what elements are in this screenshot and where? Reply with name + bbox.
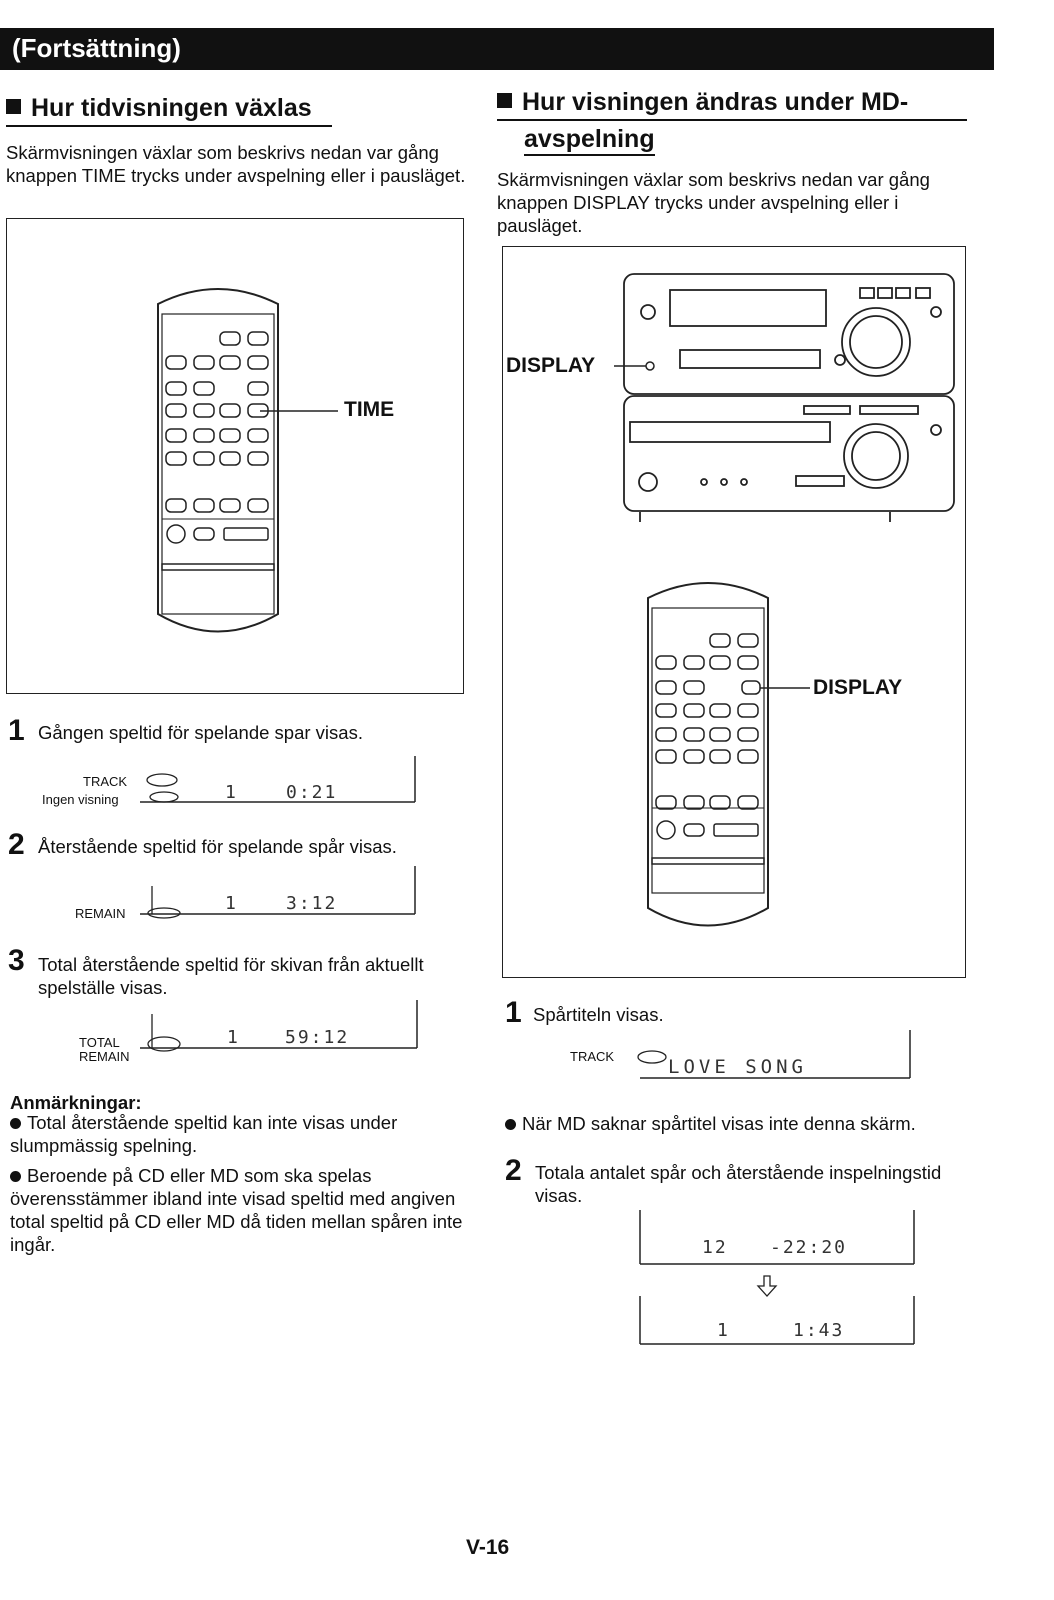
md-step1-number: 1 [505,996,522,1029]
note-2-text: Beroende på CD eller MD som ska spelas överensstämmer ibland inte visad speltid med angiven total speltid på CD eller MD då tiden mellan spåren inte ingår. [10,1165,463,1255]
md-lcd1-label-track: TRACK [570,1049,615,1064]
time-button-callout: TIME [344,398,395,421]
md-step2-number: 2 [505,1154,522,1187]
bullet-icon [10,1171,21,1182]
banner-title: (Fortsättning) [12,33,181,63]
lcd1-label-track: TRACK [83,774,128,789]
right-heading-line2: avspelning [524,125,655,156]
lcd2-label-remain: REMAIN [75,906,126,921]
lcd2-display [140,866,420,918]
md-step1-text: Spårtiteln visas. [533,1004,664,1025]
lcd2-time: 3:12 [286,893,338,914]
remote-display-callout: DISPLAY [813,676,903,699]
lcd1-time: 0:21 [286,782,338,803]
square-bullet-icon [497,93,512,108]
md-note [505,1112,975,1135]
left-intro: Skärmvisningen växlar som beskrivs nedan var gång knappen TIME trycks under avspelning eller i pausläget. [6,142,466,186]
md-lcd2b-time: 1:43 [793,1320,845,1341]
md-lcd1-title: LOVE SONG [668,1056,807,1078]
md-step2-text: Totala antalet spår och återstående inspelningstid visas. [535,1162,942,1206]
left-heading [6,94,332,127]
lcd1-label-no-display: Ingen visning [42,792,119,807]
md-note-text: När MD saknar spårtitel visas inte denna skärm. [522,1113,916,1134]
unit-display-callout: DISPLAY [506,354,596,377]
right-heading [497,88,967,156]
lcd3-label-remain: REMAIN [79,1049,130,1064]
right-heading-line1: Hur visningen ändras under MD- [522,88,909,116]
right-intro: Skärmvisningen växlar som beskrivs nedan var gång knappen DISPLAY trycks under avspelning eller i pausläget. [497,169,930,236]
step1-number: 1 [8,714,25,747]
lcd1-display [140,756,420,806]
step2-number: 2 [8,828,25,861]
step3-text: Total återstående speltid för skivan från aktuellt spelställe visas. [38,954,424,998]
step3-number: 3 [8,944,25,977]
step2-text: Återstående speltid för spelande spår visas. [38,836,397,857]
lcd1-track: 1 [225,782,238,803]
lcd3-track: 1 [227,1027,240,1048]
lcd3-label-total: TOTAL [79,1035,120,1050]
lcd2-track: 1 [225,893,238,914]
notes-title: Anmärkningar: [10,1092,142,1113]
note-1-text: Total återstående speltid kan inte visas under slumpmässig spelning. [10,1112,398,1156]
lcd3-display [140,1000,422,1052]
remote-control-illustration-md [638,578,778,940]
bullet-icon [10,1118,21,1129]
page-number: V-16 [466,1536,510,1559]
md-lcd2a-time: -22:20 [770,1237,848,1258]
note-2 [10,1164,470,1256]
bullet-icon [505,1119,516,1130]
lcd3-time: 59:12 [285,1027,350,1048]
md-lcd2-displays [640,1210,920,1350]
remote-control-illustration [148,284,288,644]
md-lcd2b-track: 1 [717,1320,730,1341]
square-bullet-icon [6,99,21,114]
note-1 [10,1111,470,1157]
left-heading-text: Hur tidvisningen växlas [31,94,312,122]
step1-text: Gången speltid för spelande spar visas. [38,722,363,743]
md-lcd2a-tracks: 12 [702,1237,728,1258]
stereo-unit-illustration [620,270,960,525]
